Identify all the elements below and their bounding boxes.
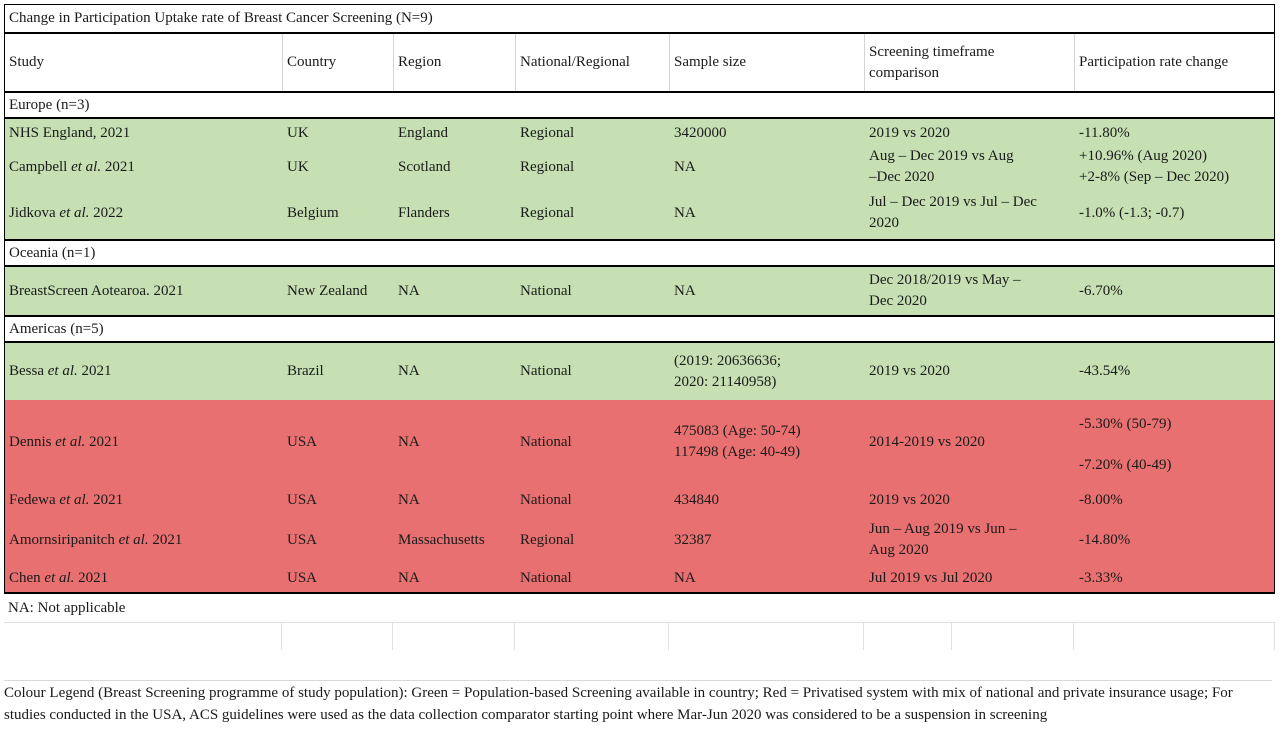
rate-change-cell-line: -43.54% — [1079, 363, 1131, 379]
country-cell[interactable]: UK — [287, 124, 309, 141]
empty-cell[interactable] — [1074, 622, 1275, 650]
study-et-al: et al. — [118, 531, 149, 548]
region-cell[interactable]: NA — [398, 363, 420, 379]
country-cell[interactable]: USA — [287, 433, 318, 450]
table-row — [4, 484, 1275, 516]
empty-cell[interactable] — [282, 622, 393, 650]
study-name: Dennis — [9, 433, 56, 450]
scope-cell[interactable]: Regional — [520, 124, 575, 141]
sample-size-cell-line: 117498 (Age: 40-49) — [674, 444, 801, 460]
rate-change-cell-line: -7.20% (40-49) — [1079, 457, 1172, 473]
country-cell[interactable]: New Zealand — [287, 282, 368, 299]
table-row — [4, 343, 1275, 400]
study-cell[interactable] — [5, 400, 283, 484]
rate-change-cell-line: -8.00% — [1079, 491, 1123, 508]
sample-size-cell-line: NA — [674, 569, 696, 586]
region-cell[interactable]: England — [398, 124, 448, 141]
rate-change-cell-line: +10.96% (Aug 2020) — [1079, 148, 1208, 164]
study-et-al: et al. — [59, 204, 90, 221]
rate-change-cell[interactable] — [1075, 147, 1276, 187]
na-note[interactable]: NA: Not applicable — [8, 599, 126, 616]
scope-cell[interactable]: Regional — [520, 158, 575, 175]
sample-size-cell[interactable] — [670, 564, 865, 592]
scope-cell[interactable]: National — [520, 491, 572, 508]
region-label[interactable]: Oceania (n=1) — [9, 244, 96, 261]
sample-size-cell[interactable] — [670, 343, 865, 400]
timeframe-cell[interactable] — [865, 516, 1075, 564]
sample-size-cell-line: NA — [674, 282, 696, 299]
timeframe-cell-line: 2019 vs 2020 — [869, 491, 950, 508]
rate-change-cell-line: -1.0% (-1.3; -0.7) — [1079, 204, 1185, 221]
header-row — [4, 34, 1275, 91]
sample-size-cell[interactable] — [670, 267, 865, 315]
scope-cell[interactable]: National — [520, 363, 572, 379]
rate-change-cell[interactable] — [1075, 343, 1276, 400]
country-cell[interactable]: USA — [287, 569, 318, 586]
region-header-row — [4, 91, 1275, 119]
rate-change-cell-line: -3.33% — [1079, 569, 1123, 586]
screening-table — [4, 4, 1275, 650]
timeframe-cell-line: 2020 — [869, 215, 899, 231]
study-name: Chen — [9, 569, 45, 586]
country-cell[interactable]: USA — [287, 491, 318, 508]
country-cell[interactable]: Belgium — [287, 204, 339, 221]
region-cell[interactable]: NA — [398, 569, 420, 586]
study-cell[interactable] — [5, 516, 283, 564]
timeframe-cell[interactable] — [865, 119, 1075, 147]
study-year: 2021 — [77, 363, 112, 379]
study-name: Fedewa — [9, 491, 60, 508]
sample-size-cell-line: NA — [674, 158, 696, 175]
study-cell[interactable] — [5, 564, 283, 592]
header-rate-change[interactable]: Participation rate change — [1079, 54, 1229, 70]
scope-cell[interactable]: Regional — [520, 204, 575, 221]
rate-change-cell[interactable] — [1075, 400, 1276, 484]
empty-cell[interactable] — [952, 622, 1074, 650]
timeframe-cell-line: Aug 2020 — [869, 542, 929, 558]
empty-cell[interactable] — [864, 622, 952, 650]
sample-size-cell[interactable] — [670, 400, 865, 484]
country-cell[interactable]: USA — [287, 531, 318, 548]
header-sample-size[interactable]: Sample size — [670, 34, 865, 91]
scope-cell[interactable]: National — [520, 282, 572, 299]
table-row — [4, 147, 1275, 187]
timeframe-cell-line: 2014-2019 vs 2020 — [869, 433, 985, 450]
study-year: 2022 — [89, 204, 124, 221]
table-row — [4, 187, 1275, 239]
study-cell[interactable] — [5, 343, 283, 400]
timeframe-cell-line: –Dec 2020 — [869, 169, 935, 185]
rate-change-cell-line: +2-8% (Sep – Dec 2020) — [1079, 169, 1230, 185]
study-name: Bessa — [9, 363, 48, 379]
timeframe-cell-line: Dec 2018/2019 vs May – — [869, 272, 1021, 288]
colour-legend[interactable]: Colour Legend (Breast Screening programme of study population): Green = Population-based Screening available in country; Red = Privatised system with mix of national and private insurance usage; For studies conducted in the USA, ACS guidelines were used as the data collection comparator starting point where Mar-Jun 2020 was considered to be a suspension in screening — [4, 680, 1272, 726]
timeframe-cell[interactable] — [865, 343, 1075, 400]
timeframe-cell-line: Jul 2019 vs Jul 2020 — [869, 569, 993, 586]
rate-change-cell-line: -14.80% — [1079, 531, 1131, 548]
sample-size-cell[interactable] — [670, 119, 865, 147]
table-body — [4, 91, 1275, 594]
country-cell[interactable]: UK — [287, 158, 309, 175]
study-year: 2021 — [85, 433, 119, 450]
rate-change-cell-line: -11.80% — [1079, 124, 1130, 141]
timeframe-cell-line: Jun – Aug 2019 vs Jun – — [869, 521, 1017, 537]
study-et-al: et al. — [71, 158, 102, 175]
timeframe-cell[interactable] — [865, 564, 1075, 592]
sample-size-cell-line: NA — [674, 204, 696, 221]
empty-cell[interactable] — [669, 622, 864, 650]
empty-cell[interactable] — [515, 622, 669, 650]
timeframe-cell-line: Dec 2020 — [869, 293, 927, 309]
header-national-regional[interactable]: National/Regional — [516, 34, 670, 91]
table-row — [4, 516, 1275, 564]
sample-size-cell-line: (2019: 20636636; — [674, 352, 782, 369]
header-timeframe-line2: comparison — [869, 64, 939, 81]
timeframe-cell[interactable] — [865, 187, 1075, 239]
study-cell[interactable] — [5, 119, 283, 147]
rate-change-cell[interactable] — [1075, 267, 1276, 315]
sample-size-cell-line: 475083 (Age: 50-74) — [674, 423, 801, 439]
empty-row — [4, 622, 1275, 650]
study-et-al: et al. — [55, 433, 86, 450]
study-et-al: et al. — [59, 491, 90, 508]
study-cell[interactable] — [5, 187, 283, 239]
study-name: Campbell — [9, 158, 72, 175]
region-header-row — [4, 239, 1275, 267]
header-timeframe-line1: Screening timeframe — [869, 43, 995, 60]
scope-cell[interactable]: National — [520, 433, 572, 450]
sample-size-cell[interactable] — [670, 516, 865, 564]
rate-change-cell[interactable] — [1075, 187, 1276, 239]
timeframe-cell[interactable] — [865, 484, 1075, 516]
header-study[interactable]: Study — [5, 34, 283, 91]
rate-change-cell-line: -5.30% (50-79) — [1079, 416, 1172, 432]
study-year: 2021 — [74, 569, 109, 586]
table-row — [4, 400, 1275, 484]
rate-change-cell[interactable] — [1075, 516, 1276, 564]
sample-size-cell-line: 434840 — [674, 491, 719, 508]
note-row — [4, 594, 1275, 622]
timeframe-cell-line: Jul – Dec 2019 vs Jul – Dec — [869, 194, 1037, 210]
rate-change-cell-line: -6.70% — [1079, 282, 1123, 299]
region-cell[interactable]: NA — [398, 491, 420, 508]
scope-cell[interactable]: National — [520, 569, 572, 586]
table-title[interactable]: Change in Participation Uptake rate of Breast Cancer Screening (N=9) — [9, 10, 433, 26]
table-row — [4, 564, 1275, 594]
study-year: 2021 — [89, 491, 124, 508]
region-cell[interactable]: NA — [398, 433, 420, 450]
region-cell[interactable]: Massachusetts — [398, 531, 485, 548]
study-name: NHS England, 2021 — [9, 124, 131, 141]
region-label[interactable]: Europe (n=3) — [9, 96, 90, 113]
study-name: BreastScreen Aotearoa. 2021 — [9, 282, 184, 299]
study-cell[interactable] — [5, 484, 283, 516]
empty-cell[interactable] — [393, 622, 515, 650]
study-et-al: et al. — [44, 569, 75, 586]
sample-size-cell[interactable] — [670, 484, 865, 516]
region-cell[interactable]: NA — [398, 282, 420, 299]
sample-size-cell-line: 2020: 21140958) — [674, 373, 777, 390]
timeframe-cell[interactable] — [865, 267, 1075, 315]
header-region[interactable]: Region — [394, 34, 516, 91]
rate-change-cell[interactable] — [1075, 119, 1276, 147]
rate-change-cell[interactable] — [1075, 564, 1276, 592]
timeframe-cell[interactable] — [865, 147, 1075, 187]
header-timeframe[interactable] — [865, 34, 1075, 91]
table-title-row — [4, 4, 1275, 34]
study-name: Amornsiripanitch — [9, 531, 119, 548]
region-header-row — [4, 315, 1275, 343]
table-row — [4, 267, 1275, 315]
study-year: 2021 — [101, 158, 135, 175]
timeframe-cell-line: Aug – Dec 2019 vs Aug — [869, 148, 1014, 164]
scope-cell[interactable]: Regional — [520, 531, 575, 548]
sample-size-cell-line: 3420000 — [674, 124, 727, 141]
region-cell[interactable]: Flanders — [398, 204, 450, 221]
study-name: Jidkova — [9, 204, 60, 221]
study-year: 2021 — [148, 531, 183, 548]
country-cell[interactable]: Brazil — [287, 363, 324, 379]
timeframe-cell-line: 2019 vs 2020 — [869, 124, 950, 141]
rate-change-cell[interactable] — [1075, 484, 1276, 516]
sample-size-cell[interactable] — [670, 187, 865, 239]
header-country[interactable]: Country — [283, 34, 394, 91]
timeframe-cell-line: 2019 vs 2020 — [869, 363, 950, 379]
table-row — [4, 119, 1275, 147]
study-et-al: et al. — [47, 363, 78, 379]
timeframe-cell[interactable] — [865, 400, 1075, 484]
sample-size-cell[interactable] — [670, 147, 865, 187]
region-cell[interactable]: Scotland — [398, 158, 451, 175]
study-cell[interactable] — [5, 147, 283, 187]
sample-size-cell-line: 32387 — [674, 531, 712, 548]
study-cell[interactable] — [5, 267, 283, 315]
region-label[interactable]: Americas (n=5) — [9, 320, 104, 337]
empty-cell[interactable] — [4, 622, 282, 650]
